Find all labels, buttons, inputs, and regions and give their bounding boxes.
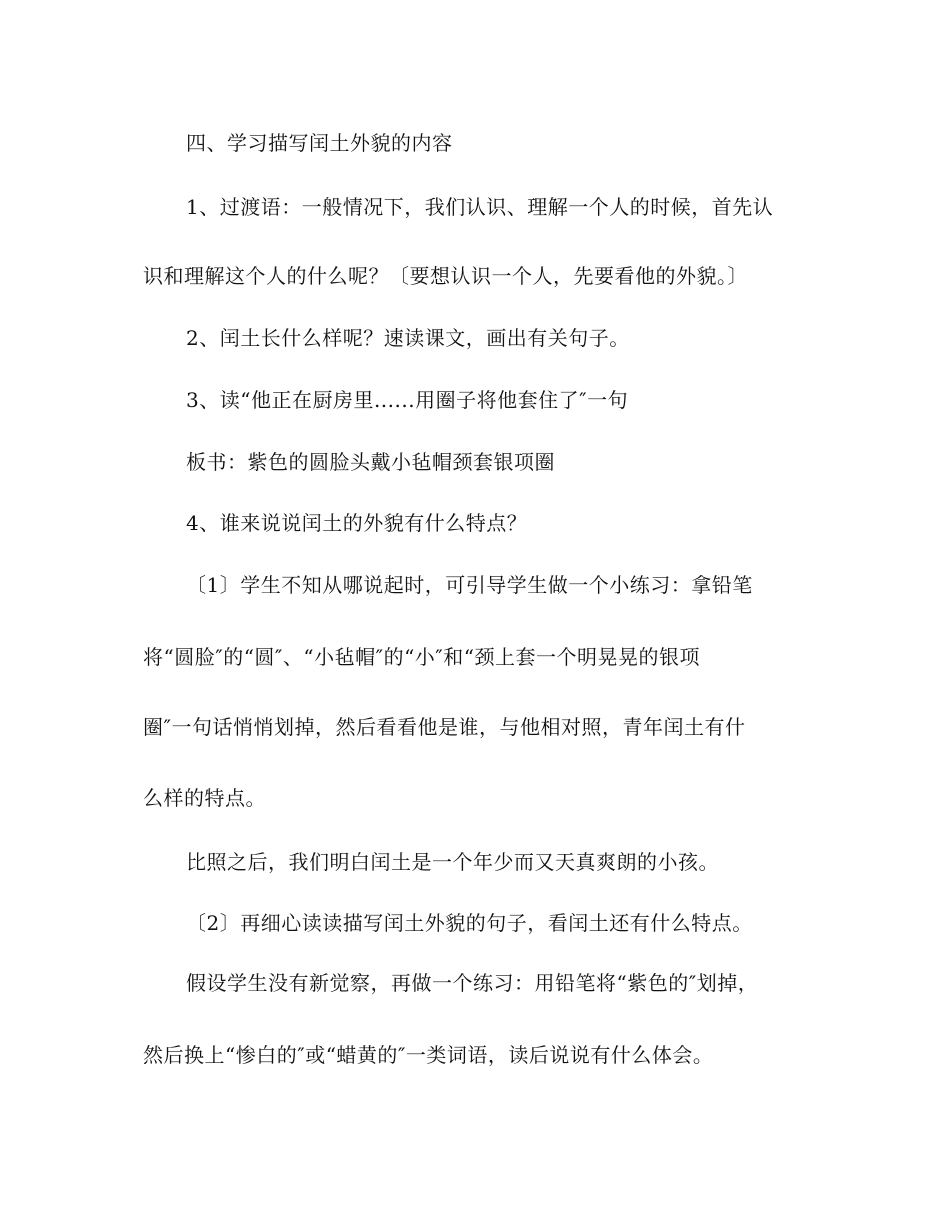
paragraph-line: 然后换上“惨白的″或“蜡黄的″一类词语，读后说说有什么体会。 xyxy=(143,1043,714,1067)
paragraph-line: 〔1〕学生不知从哪说起时，可引导学生做一个小练习：拿铅笔 xyxy=(186,573,753,597)
paragraph-line: 3、读“他正在厨房里......用圈子将他套住了″一句 xyxy=(186,388,629,412)
paragraph-line: 假设学生没有新觉察，再做一个练习：用铅笔将“紫色的″划掉， xyxy=(186,971,759,995)
paragraph-line: 2、闰土长什么样呢？速读课文，画出有关句子。 xyxy=(186,326,630,350)
paragraph-line: 〔2〕再细心读读描写闰土外貌的句子，看闰土还有什么特点。 xyxy=(186,911,753,935)
paragraph-line: 4、谁来说说闰土的外貌有什么特点？ xyxy=(186,511,528,535)
paragraph-line: 1、过渡语：一般情况下，我们认识、理解一个人的时候，首先认 xyxy=(186,195,774,219)
paragraph-line: 识和理解这个人的什么呢？〔要想认识一个人，先要看他的外貌。〕 xyxy=(143,264,748,288)
section-heading: 四、学习描写闰土外貌的内容 xyxy=(186,131,453,155)
paragraph-line: 么样的特点。 xyxy=(143,786,266,810)
paragraph-line: 圈″一句话悄悄划掉，然后看看他是谁，与他相对照，青年闰土有什 xyxy=(143,715,746,739)
board-writing-line: 板书：紫色的圆脸头戴小毡帽颈套银项圈 xyxy=(186,450,555,474)
paragraph-line: 将“圆脸″的“圆″、“小毡帽″的“小″和“颈上套一个明晃晃的银项 xyxy=(143,645,701,669)
paragraph-line: 比照之后，我们明白闰土是一个年少而又天真爽朗的小孩。 xyxy=(186,850,719,874)
